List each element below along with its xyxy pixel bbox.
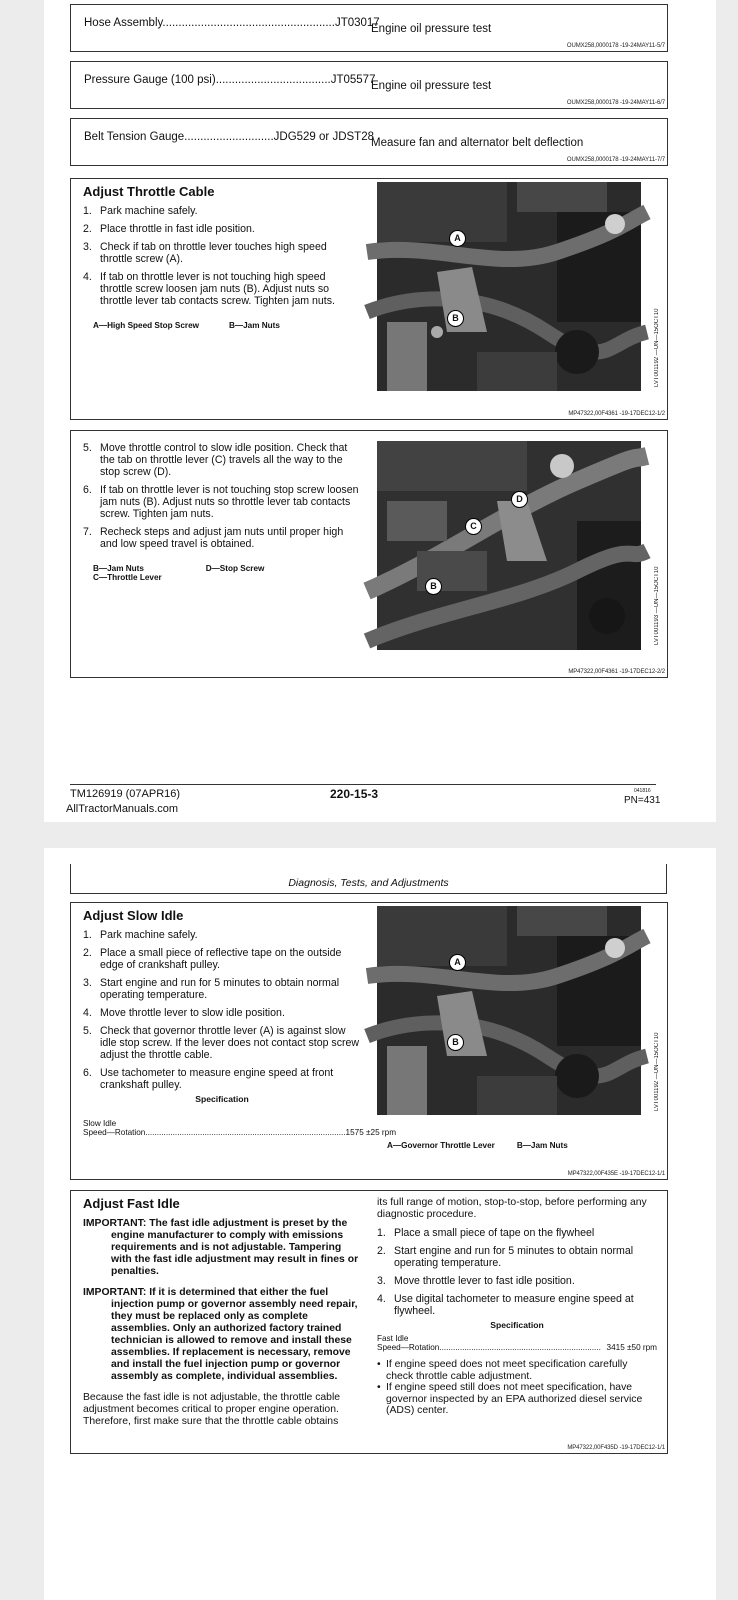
manual-page-2	[44, 848, 716, 1600]
tool-row-belt-tension-gauge	[70, 118, 668, 166]
throttle-cable-section-2	[70, 430, 668, 678]
spec-block: Fast Idle Speed—Rotation ....................................................................... 3415 ±50 rpm	[377, 1334, 657, 1352]
step-item: 5. Check that governor throttle lever (A) is against slow idle stop screw. If the lever does not contact stop screw adjust the throttle cable.	[83, 1025, 360, 1061]
reference-code: OUMX258,0000178 -19-24MAY11-7/7	[566, 157, 665, 163]
step-item: 6. Use tachometer to measure engine speed at front crankshaft pulley.	[83, 1067, 334, 1091]
spec-value: 3415 ±50 rpm	[606, 1343, 657, 1352]
step-item: 4. If tab on throttle lever is not touching high speed throttle screw loosen jam nuts (B). Adjust nuts so throttle lever tab contacts screw. Tighten jam nuts.	[83, 271, 335, 307]
step-item: 3. Move throttle lever to fast idle position.	[377, 1275, 575, 1287]
step-list	[83, 929, 361, 1091]
footer-page-number: 220-15-3	[330, 787, 379, 801]
step-item: 4. Use digital tachometer to measure engine speed at flywheel.	[377, 1293, 634, 1317]
bullet-item: • If engine speed still does not meet specification, have governor inspected by an EPA authorized diesel service (ADS) center.	[377, 1382, 643, 1416]
bullet-list	[377, 1359, 657, 1417]
tool-row-hose-assembly	[70, 4, 668, 52]
callout-label: D	[511, 491, 528, 508]
reference-code: OUMX258,0000178 -19-24MAY11-6/7	[566, 100, 665, 106]
tool-leader-dots: ......................................................	[162, 17, 335, 29]
step-item: 5. Move throttle control to slow idle position. Check that the tab on throttle lever (C) travels all the way to the stop screw (D).	[83, 442, 348, 478]
engine-photo	[377, 906, 641, 1115]
spec-heading: Specification	[195, 1094, 249, 1104]
callout-label: B	[447, 1034, 464, 1051]
tool-description: Engine oil pressure test	[371, 80, 492, 92]
step-list	[83, 442, 359, 550]
footer-pn: PN=431	[624, 795, 661, 806]
tool-code: JT05577	[330, 74, 376, 86]
reference-code: OUMX258,0000178 -19-24MAY11-5/7	[566, 43, 665, 49]
reference-code: MP47322,00F435D -19-17DEC12-1/1	[567, 1445, 665, 1451]
section-title: Adjust Slow Idle	[83, 908, 184, 923]
spec-leader-dots: ........................................................................................	[145, 1128, 346, 1137]
section-title: Adjust Fast Idle	[83, 1196, 180, 1211]
fast-idle-paragraph-continued: its full range of motion, stop-to-stop, before performing any diagnostic procedure.	[377, 1197, 647, 1220]
step-item: 1. Place a small piece of tape on the flywheel	[377, 1227, 595, 1239]
footer-site: AllTractorManuals.com	[66, 803, 179, 815]
important-note-2: IMPORTANT: If it is determined that either the fuel injection pump or governor assembly need repair, they must be replaced only as complete assemblies. Only an authorized factory trained technician is allowed to remove and install these assemblies. If replacement is necessary, remove and install the fuel injection pump or governor assembly as complete, individual assemblies.	[83, 1287, 358, 1382]
engine-photo	[377, 441, 641, 650]
section-title: Adjust Throttle Cable	[83, 184, 215, 199]
footer-date-code: 041816	[634, 788, 651, 794]
header-title: Diagnosis, Tests, and Adjustments	[288, 877, 449, 889]
callout-label: A	[449, 230, 466, 247]
tool-code: JDG529 or JDST28	[273, 131, 374, 143]
step-item: 2. Start engine and run for 5 minutes to obtain normal operating temperature.	[377, 1245, 634, 1269]
spec-value: 1575 ±25 rpm	[345, 1128, 397, 1137]
step-item: 7. Recheck steps and adjust jam nuts until proper high and low speed travel is obtained.	[83, 526, 344, 550]
step-item: 2. Place throttle in fast idle position.	[83, 223, 255, 235]
callout-label: B	[425, 578, 442, 595]
step-item: 6. If tab on throttle lever is not touching stop screw loosen jam nuts (B). Adjust nuts so throttle lever tab contacts screw. Tighten jam nuts.	[83, 484, 359, 520]
reference-code: MP47322,00F435E -19-17DEC12-1/1	[567, 1171, 665, 1177]
step-item: 3. Check if tab on throttle lever touches high speed throttle screw (A).	[83, 241, 327, 265]
tool-row-pressure-gauge	[70, 61, 668, 109]
tool-description: Engine oil pressure test	[371, 23, 492, 35]
manual-page-1	[44, 0, 716, 822]
slow-idle-section	[70, 902, 668, 1180]
throttle-cable-section-1	[70, 178, 668, 420]
footer-tm-number: TM126919 (07APR16)	[70, 788, 181, 800]
step-item: 4. Move throttle lever to slow idle position.	[83, 1007, 285, 1019]
spec-block: Slow Idle Speed—Rotation ........................................................................................ 1575 ±25 rpm	[83, 1119, 397, 1137]
step-item: 1. Park machine safely.	[83, 929, 198, 941]
tool-code: JT03017	[334, 17, 380, 29]
important-note-1: IMPORTANT: The fast idle adjustment is preset by the engine manufacturer to comply with emissions requirements and is not adjustable. Tampering with the fast idle adjustment may result in fines or penalties.	[83, 1218, 359, 1277]
image-code: LVT001192 —UN—15OCT10	[654, 308, 660, 387]
step-item: 1. Park machine safely.	[83, 205, 198, 217]
step-item: 2. Place a small piece of reflective tape on the outside edge of crankshaft pulley.	[83, 947, 342, 971]
tool-description: Measure fan and alternator belt deflection	[371, 137, 584, 149]
step-list	[83, 205, 353, 307]
tool-name: Belt Tension Gauge	[84, 131, 185, 143]
image-code: LVT001193 —UN—15OCT10	[654, 566, 660, 645]
engine-photo	[377, 182, 641, 391]
tool-leader-dots: ............................	[184, 131, 274, 143]
reference-code: MP47322,00F4361 -19-17DEC12-2/2	[568, 669, 665, 675]
fast-idle-paragraph: Because the fast idle is not adjustable, the throttle cable adjustment becomes critical to proper engine operation. Therefore, first make sure that the throttle cable obtains	[83, 1392, 341, 1427]
spec-leader-dots: .......................................................................	[439, 1343, 601, 1352]
tool-leader-dots: ....................................	[215, 74, 331, 86]
page-header	[70, 864, 667, 894]
step-item: 3. Start engine and run for 5 minutes to obtain normal operating temperature.	[83, 977, 340, 1001]
spec-heading: Specification	[490, 1320, 544, 1330]
callout-label: A	[449, 954, 466, 971]
image-code: LVT001192 —UN—15OCT10	[654, 1032, 660, 1111]
figure-legend: A—High Speed Stop Screw B—Jam Nuts	[93, 321, 280, 330]
reference-code: MP47322,00F4361 -19-17DEC12-1/2	[568, 411, 665, 417]
callout-label: C	[465, 518, 482, 535]
footer-rule	[70, 784, 656, 785]
callout-label: B	[447, 310, 464, 327]
figure-legend: A—Governor Throttle Lever B—Jam Nuts	[387, 1141, 568, 1150]
tool-name: Pressure Gauge (100 psi)	[84, 74, 216, 86]
step-list	[377, 1227, 657, 1317]
fast-idle-section	[70, 1190, 668, 1454]
bullet-item: • If engine speed does not meet specification carefully check throttle cable adjustment.	[377, 1359, 628, 1382]
tool-name: Hose Assembly	[84, 17, 163, 29]
figure-legend: B—Jam Nuts C—Throttle Lever D—Stop Screw	[93, 564, 265, 582]
